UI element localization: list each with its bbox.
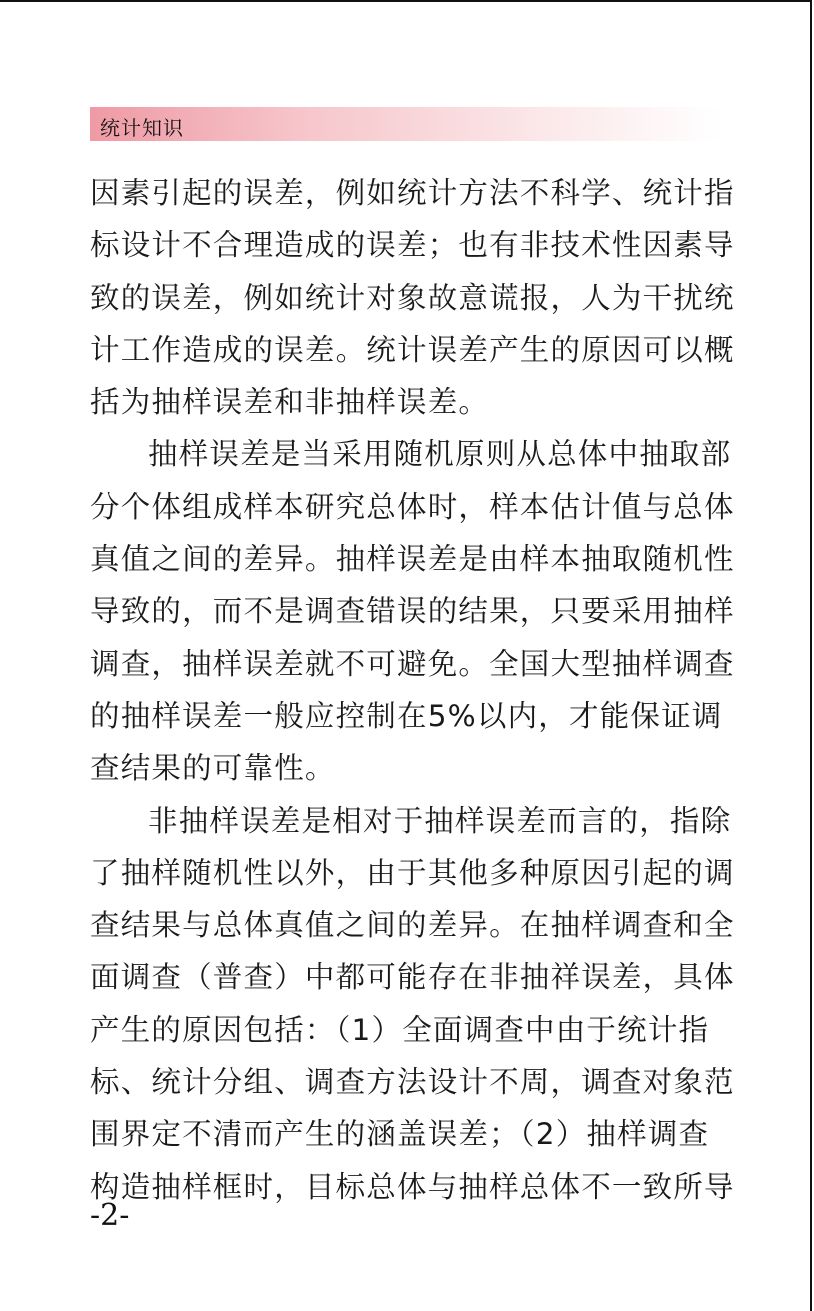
text-line: 的抽样误差一般应控制在5%以内，才能保证调 [90, 698, 723, 733]
text-line: 查结果的可靠性。 [90, 751, 336, 786]
text-line: 分个体组成样本研究总体时，样本估计值与总体 [90, 489, 735, 524]
text-line: 产生的原因包括：（1）全面调查中由于统计指 [90, 1012, 710, 1047]
paragraph-start-line: 抽样误差是当采用随机原则从总体中抽取部 [148, 437, 732, 472]
text-line: 围界定不清而产生的涵盖误差；（2）抽样调查 [90, 1117, 710, 1152]
text-line: 了抽样随机性以外，由于其他多种原因引起的调 [90, 855, 735, 890]
paragraph-start-line: 非抽样误差是相对于抽样误差而言的，指除 [148, 803, 732, 838]
text-line: 查结果与总体真值之间的差异。在抽样调查和全 [90, 908, 735, 943]
text-line: 致的误差，例如统计对象故意谎报，人为干扰统 [90, 280, 735, 315]
text-line: 标、统计分组、调查方法设计不周，调查对象范 [90, 1065, 735, 1100]
text-line: 真值之间的差异。抽样误差是由样本抽取随机性 [90, 542, 735, 577]
text-line: 因素引起的误差，例如统计方法不科学、统计指 [90, 176, 735, 210]
text-line: 调查，抽样误差就不可避免。全国大型抽样调查 [90, 646, 735, 681]
section-header-label: 统计知识 [100, 116, 184, 140]
text-line: 括为抽样误差和非抽样误差。 [90, 385, 490, 420]
text-line: 导致的，而不是调查错误的结果，只要采用抽样 [90, 594, 735, 629]
section-header [90, 107, 722, 141]
text-line: 面调查（普查）中都可能存在非抽祥误差，具体 [90, 960, 735, 995]
page-number: -2- [90, 1198, 130, 1233]
text-line: 标设计不合理造成的误差；也有非技术性因素导 [90, 228, 735, 263]
body-text [90, 167, 735, 1213]
text-line: 计工作造成的误差。统计误差产生的原因可以概 [90, 332, 735, 367]
text-line: 构造抽样框时，目标总体与抽样总体不一致所导 [90, 1169, 735, 1204]
